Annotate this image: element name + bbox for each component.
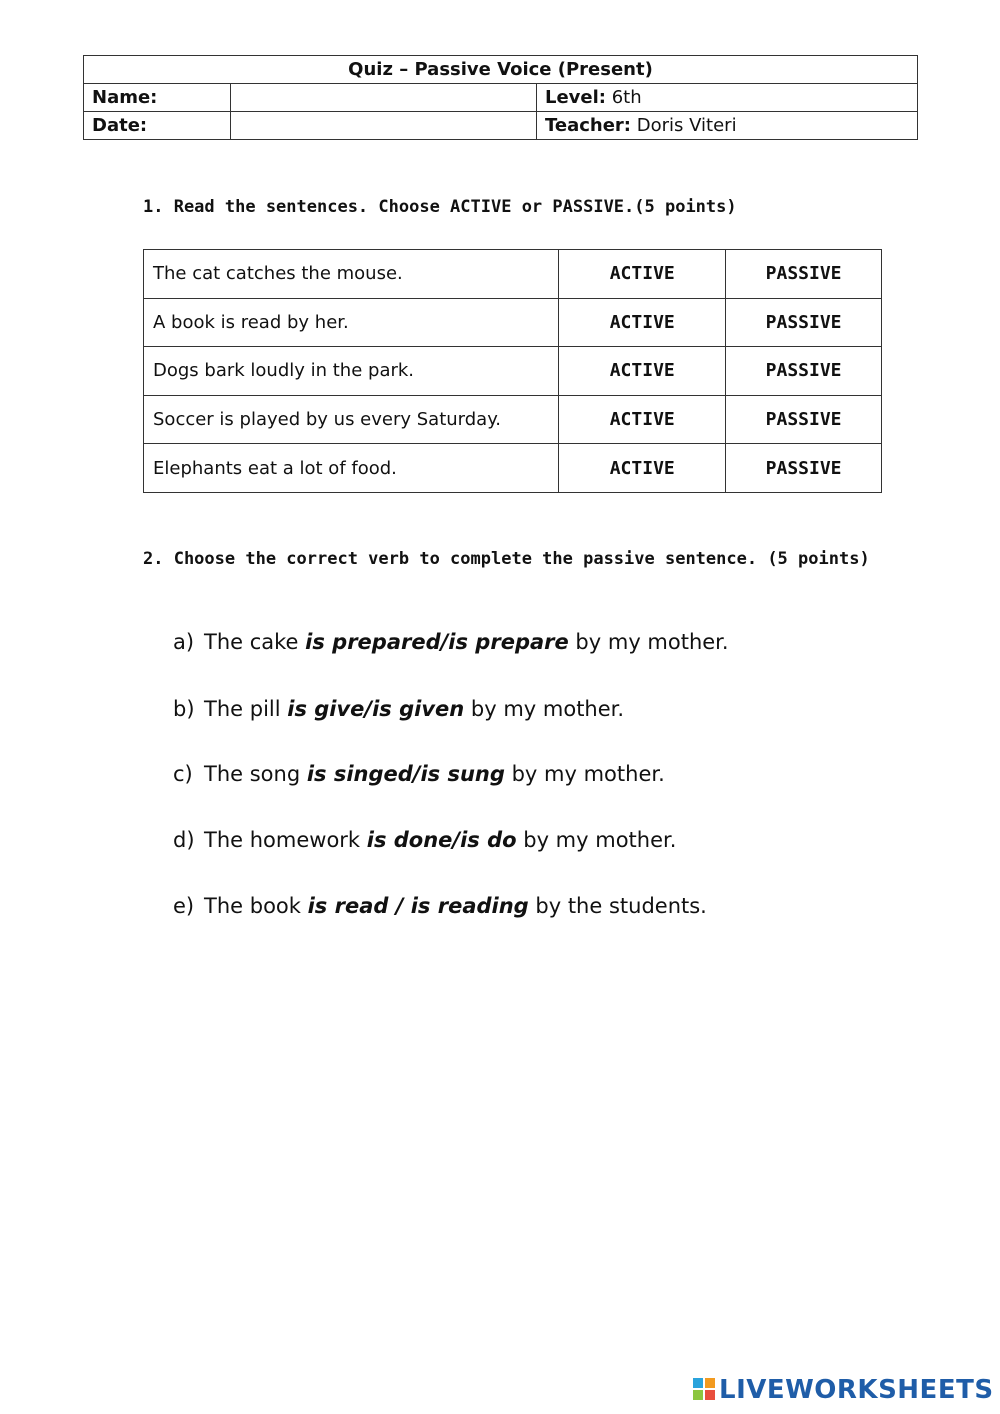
date-field[interactable]: [231, 112, 537, 140]
date-label: Date:: [84, 112, 231, 140]
table-row: [144, 298, 882, 347]
level-value: 6th: [611, 87, 642, 108]
table-row: [144, 444, 882, 493]
list-item: [173, 762, 665, 786]
item-before: The book: [204, 894, 308, 918]
logo-text: LIVEWORKSHEETS: [719, 1375, 994, 1405]
sentence-cell: Soccer is played by us every Saturday.: [144, 395, 559, 444]
teacher-cell: [537, 112, 918, 140]
passive-option[interactable]: PASSIVE: [726, 395, 882, 444]
teacher-label: Teacher:: [545, 115, 632, 136]
table-row: [144, 395, 882, 444]
list-item: [173, 697, 624, 721]
sentence-cell: Dogs bark loudly in the park.: [144, 347, 559, 396]
list-item: [173, 630, 729, 654]
item-after: by the students.: [528, 894, 707, 918]
sentence-cell: Elephants eat a lot of food.: [144, 444, 559, 493]
level-cell: [537, 84, 918, 112]
passive-option[interactable]: PASSIVE: [726, 298, 882, 347]
item-letter: a): [173, 630, 195, 654]
passive-option[interactable]: PASSIVE: [726, 347, 882, 396]
item-letter: c): [173, 762, 193, 786]
list-item: [173, 828, 676, 852]
item-before: The homework: [204, 828, 367, 852]
list-item: [173, 894, 707, 918]
item-before: The song: [204, 762, 307, 786]
item-after: by my mother.: [568, 630, 729, 654]
active-option[interactable]: ACTIVE: [559, 298, 726, 347]
item-before: The cake: [204, 630, 306, 654]
verb-choice[interactable]: is singed/is sung: [306, 762, 505, 786]
active-option[interactable]: ACTIVE: [559, 250, 726, 299]
item-letter: e): [173, 894, 195, 918]
section2-instruction: 2. Choose the correct verb to complete the passive sentence. (5 points): [143, 549, 870, 569]
verb-choice[interactable]: is done/is do: [366, 828, 517, 852]
active-option[interactable]: ACTIVE: [559, 347, 726, 396]
header-table: [83, 55, 918, 140]
table-row: [144, 347, 882, 396]
quiz-title: Quiz – Passive Voice (Present): [84, 56, 918, 84]
teacher-value: Doris Viteri: [636, 115, 737, 136]
item-after: by my mother.: [464, 697, 625, 721]
sentence-cell: A book is read by her.: [144, 298, 559, 347]
verb-choice[interactable]: is prepared/is prepare: [305, 630, 569, 654]
sentence-cell: The cat catches the mouse.: [144, 250, 559, 299]
verb-choice[interactable]: is read / is reading: [307, 894, 529, 918]
liveworksheets-logo[interactable]: [693, 1376, 994, 1404]
item-letter: d): [173, 828, 195, 852]
name-field[interactable]: [231, 84, 537, 112]
item-letter: b): [173, 697, 195, 721]
item-before: The pill: [204, 697, 288, 721]
verb-choice[interactable]: is give/is given: [287, 697, 465, 721]
active-passive-table: [143, 249, 882, 493]
section1-instruction: 1. Read the sentences. Choose ACTIVE or PASSIVE.(5 points): [143, 197, 737, 217]
active-option[interactable]: ACTIVE: [559, 395, 726, 444]
table-row: [144, 250, 882, 299]
name-label: Name:: [84, 84, 231, 112]
active-option[interactable]: ACTIVE: [559, 444, 726, 493]
item-after: by my mother.: [516, 828, 677, 852]
logo-grid-icon: [693, 1378, 717, 1402]
item-after: by my mother.: [504, 762, 665, 786]
passive-option[interactable]: PASSIVE: [726, 250, 882, 299]
passive-option[interactable]: PASSIVE: [726, 444, 882, 493]
level-label: Level:: [545, 87, 606, 108]
